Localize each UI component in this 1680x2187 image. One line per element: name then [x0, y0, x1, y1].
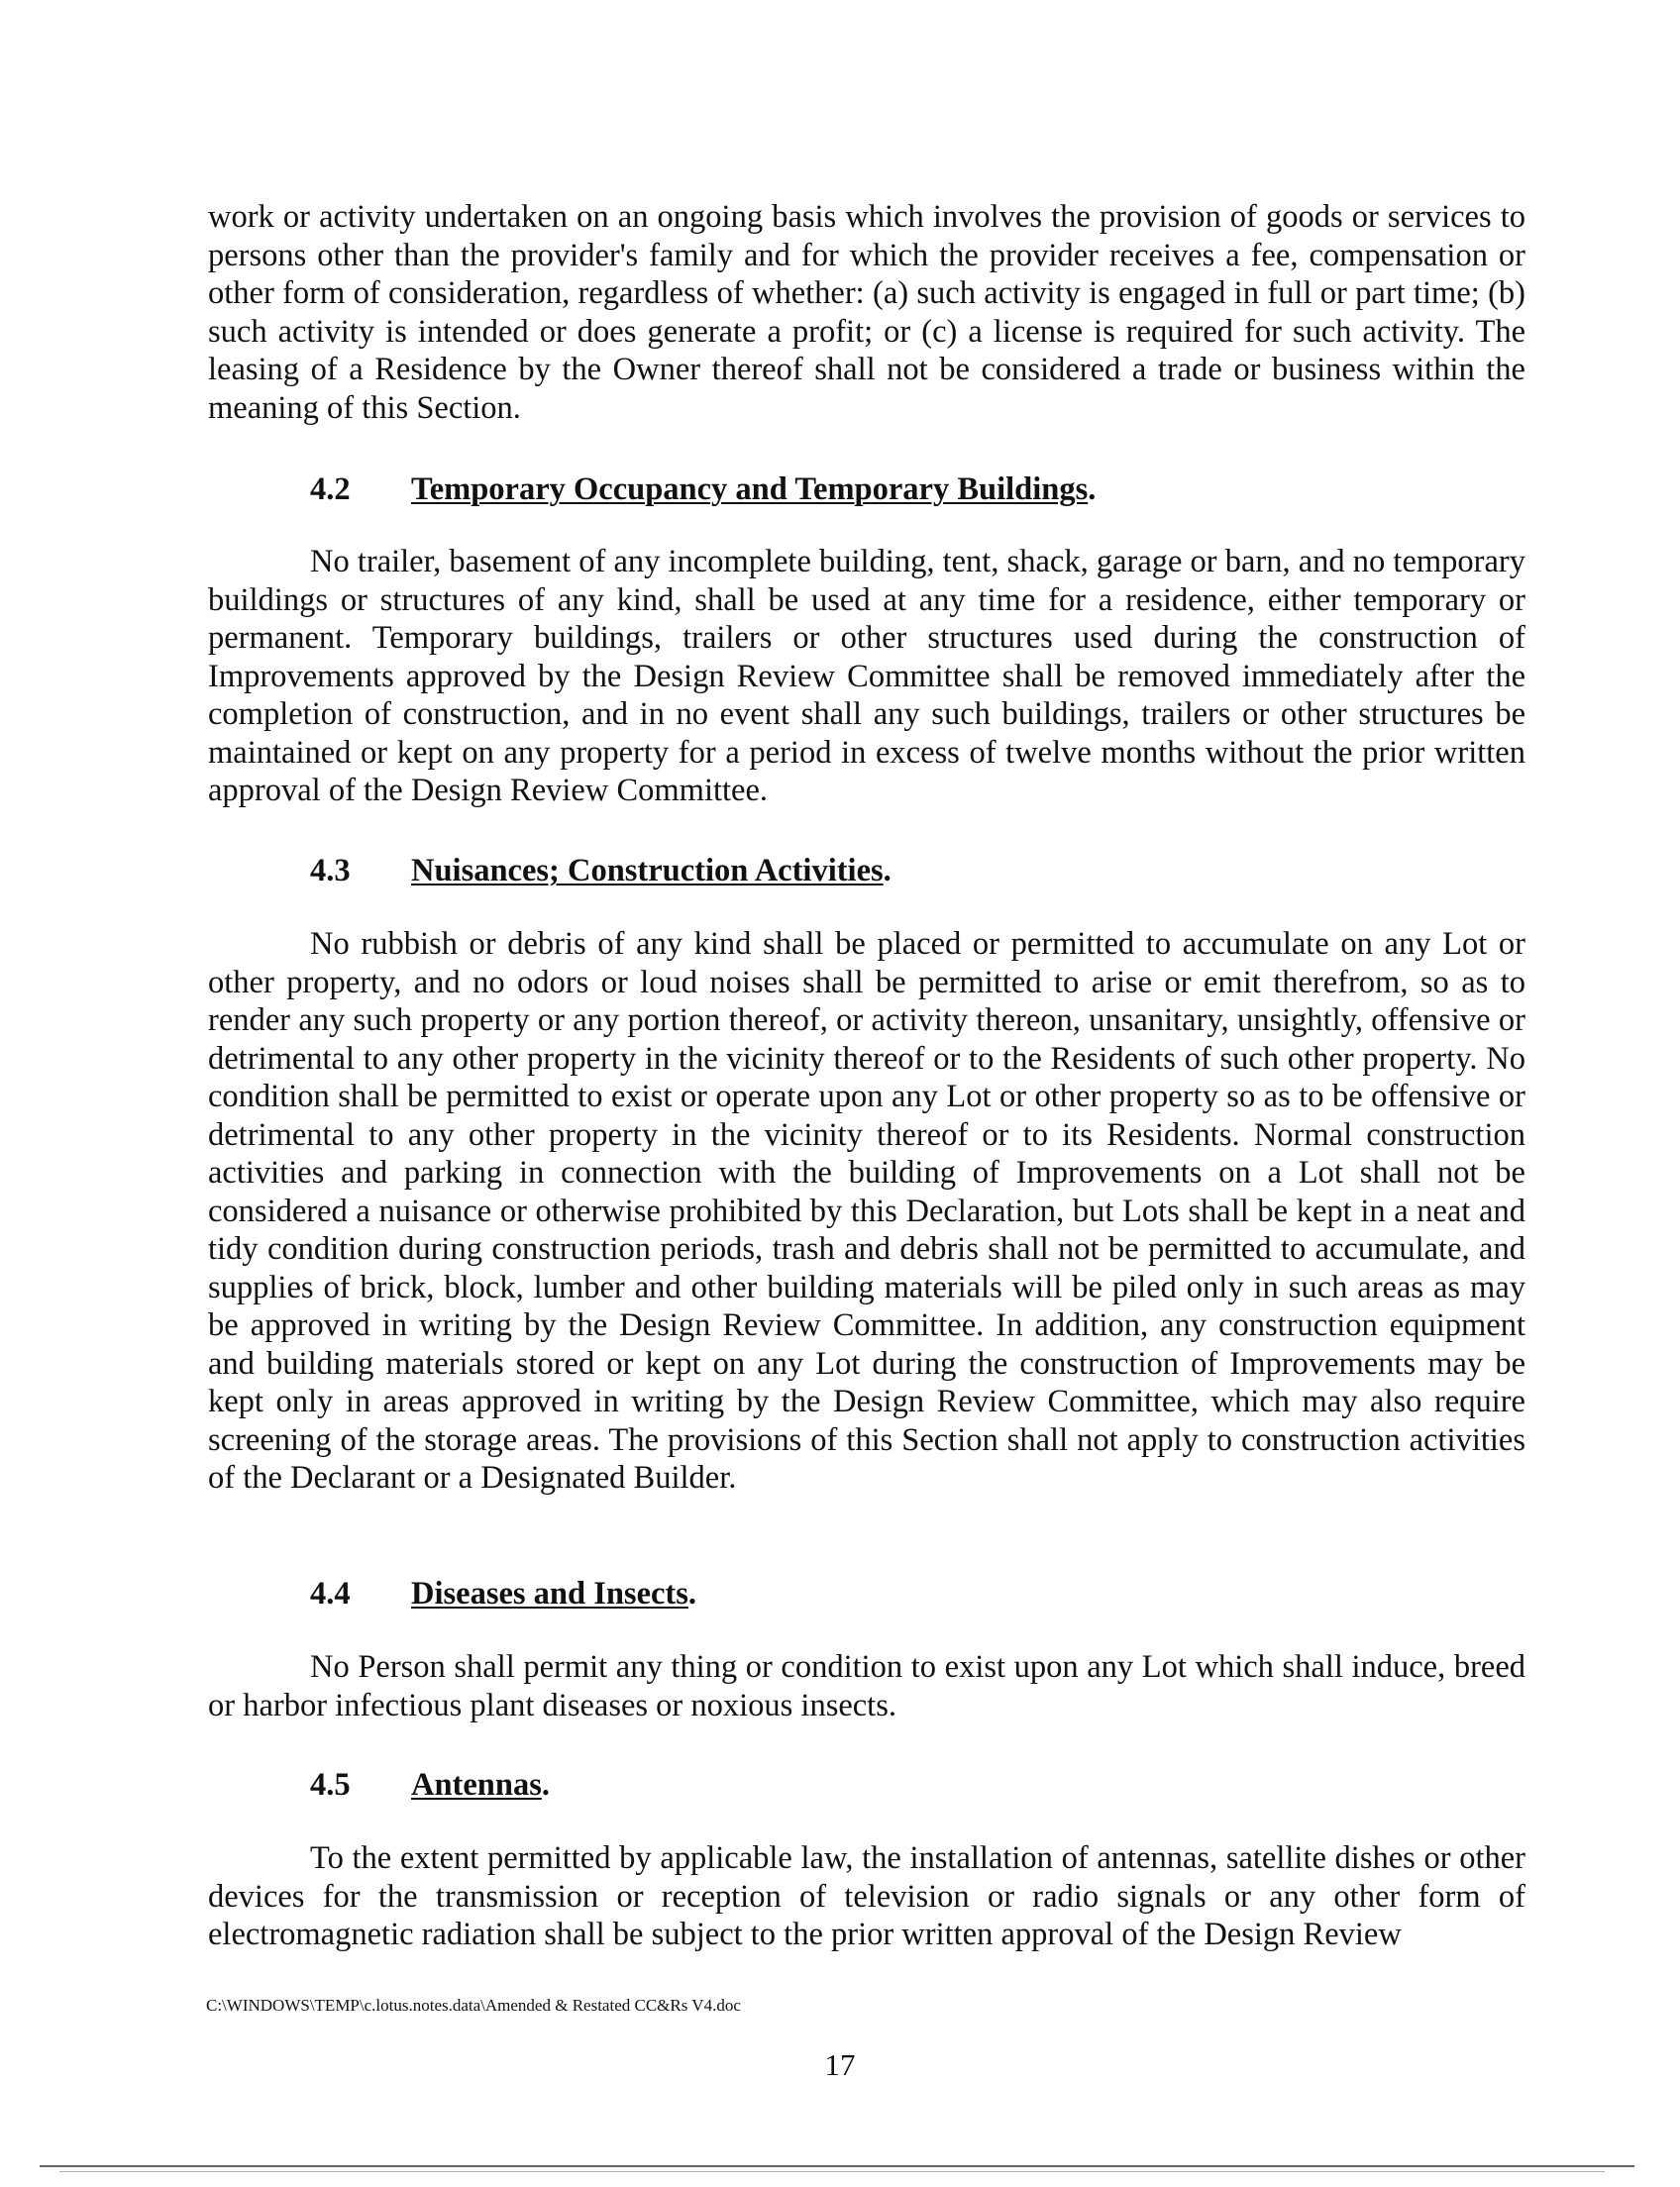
section-title: Nuisances; Construction Activities — [411, 853, 884, 888]
page-number: 17 — [824, 2047, 856, 2082]
section-number: 4.5 — [310, 1767, 351, 1803]
section-title: Temporary Occupancy and Temporary Buildings — [411, 471, 1089, 507]
section-heading-4-3 — [310, 852, 892, 889]
section-title-suffix: . — [541, 1767, 550, 1803]
section-body-4-2: No trailer, basement of any incomplete building, tent, shack, garage or barn, and no temporary buildings or structures of any kind, shall be used at any time for a residence, either temporary or permanent. Temporary buildings, trailers or other structures used during the construction of Improvements approved by the Design Review Committee shall be removed immediately after the completion of construction, and in no event shall any such buildings, trailers or other structures be maintained or kept on any property for a period in excess of twelve months without the prior written approval of the Design Review Committee. — [208, 544, 1525, 808]
section-title-suffix: . — [687, 1576, 697, 1612]
section-heading-4-4 — [310, 1575, 696, 1613]
section-number: 4.3 — [310, 853, 351, 888]
section-heading-4-5 — [310, 1766, 550, 1804]
intro-paragraph: work or activity undertaken on an ongoing basis which involves the provision of goods or services to persons other than the provider's family and for which the provider receives a fee, compensation or other form of consideration, regardless of whether: (a) such activity is engaged in full or part time; (b) such activity is intended or does generate a profit; or (c) a license is required for such activity. The leasing of a Residence by the Owner thereof shall not be considered a trade or business within the meaning of this Section. — [208, 199, 1525, 426]
section-title-suffix: . — [1088, 471, 1097, 507]
section-title: Antennas — [411, 1767, 542, 1803]
section-title-suffix: . — [883, 853, 892, 888]
section-heading-4-2 — [310, 470, 1096, 508]
footer-file-path: C:\WINDOWS\TEMP\c.lotus.notes.data\Amended & Restated CC&Rs V4.doc — [206, 1996, 741, 2015]
section-title: Diseases and Insects — [411, 1576, 688, 1612]
bottom-scan-rule-secondary — [59, 2171, 1605, 2172]
section-body-4-4: No Person shall permit any thing or condition to exist upon any Lot which shall induce, breed or harbor infectious plant diseases or noxious insects. — [208, 1649, 1525, 1723]
section-number: 4.4 — [310, 1576, 351, 1612]
section-number: 4.2 — [310, 471, 351, 507]
bottom-scan-rule — [40, 2165, 1634, 2167]
section-body-4-5: To the extent permitted by applicable law, the installation of antennas, satellite dishes or other devices for the transmission or reception of television or radio signals or any other form of electromagnetic radiation shall be subject to the prior written approval of the Design Review — [208, 1840, 1525, 1952]
section-body-4-3: No rubbish or debris of any kind shall be placed or permitted to accumulate on any Lot or other property, and no odors or loud noises shall be permitted to arise or emit therefrom, so as to render any such property or any portion thereof, or activity thereon, unsanitary, unsightly, offensive or detrimental to any other property in the vicinity thereof or to the Residents of such other property. No condition shall be permitted to exist or operate upon any Lot or other property so as to be offensive or detrimental to any other property in the vicinity thereof or to its Residents. Normal construction activities and parking in connection with the building of Improvements on a Lot shall not be considered a nuisance or otherwise prohibited by this Declaration, but Lots shall be kept in a neat and tidy condition during construction periods, trash and debris shall not be permitted to accumulate, and supplies of brick, block, lumber and other building materials will be piled only in such areas as may be approved in writing by the Design Review Committee. In addition, any construction equipment and building materials stored or kept on any Lot during the construction of Improvements may be kept only in areas approved in writing by the Design Review Committee, which may also require screening of the storage areas. The provisions of this Section shall not apply to construction activities of the Declarant or a Designated Builder. — [208, 926, 1525, 1496]
